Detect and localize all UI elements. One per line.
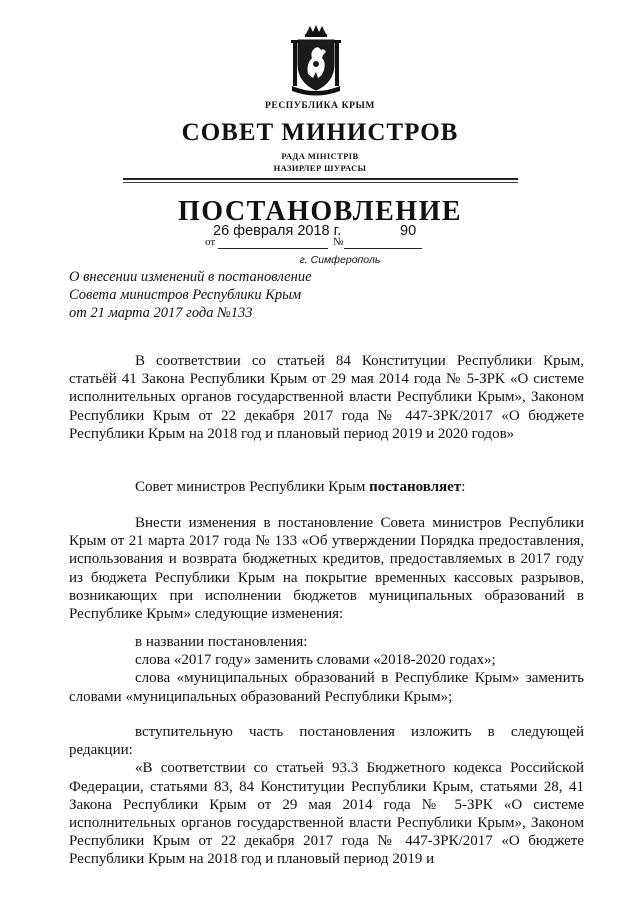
decree-title: ПОСТАНОВЛЕНИЕ bbox=[177, 196, 463, 227]
subject-line: О внесении изменений в постановление bbox=[69, 269, 312, 285]
header-rule-thick bbox=[123, 178, 518, 180]
paragraph-text: вступительную часть постановления изложить в следующей редакции: bbox=[69, 724, 584, 759]
decree-subject bbox=[69, 268, 389, 322]
from-label: от bbox=[205, 236, 216, 248]
decree-date-number-row bbox=[0, 223, 640, 251]
resolution-paragraph bbox=[69, 478, 584, 496]
decree-date: 26 февраля 2018 г. bbox=[213, 223, 342, 239]
amendment-paragraph bbox=[69, 514, 584, 623]
preamble-change-paragraph bbox=[69, 723, 584, 869]
subject-line: Совета министров Республики Крым bbox=[69, 287, 302, 303]
council-name: СОВЕТ МИНИСТРОВ bbox=[181, 119, 459, 146]
number-label: № bbox=[333, 236, 344, 248]
republic-of-crimea-emblem-icon bbox=[288, 24, 344, 96]
paragraph-text: Внести изменения в постановление Совета министров Республики Крым от 21 марта 2017 года № 133 «Об утверждении Порядка предоставления, использования и возврата бюджетных кредитов, предоставляемых в 2017 году из бюджета Республики Крым на покрытие временных кассовых разрывов, возникающих при исполнении бюджетов муниципальных образований в Республике Крым» следующие изменения: bbox=[69, 515, 584, 623]
decree-number: 90 bbox=[400, 223, 417, 239]
number-underline bbox=[344, 248, 422, 249]
paragraph-text: В соответствии со статьей 84 Конституции Республики Крым, статьёй 41 Закона Республики Крым от 29 мая 2014 года № 5-ЗРК «О системе исполнительных органов государственной власти Республики Крым», Законом Республики Крым от 22 декабря 2017 года № 447-ЗРК/2017 «О бюджете Республики Крым на 2018 год и плановый период 2019 и 2020 годов» bbox=[69, 353, 584, 442]
header-rule-thin bbox=[123, 182, 518, 183]
paragraph-text bbox=[69, 478, 584, 496]
paragraph-text: в названии постановления: bbox=[135, 634, 308, 650]
title-change-paragraph bbox=[69, 633, 584, 706]
resolution-text: Совет министров Республики Крым bbox=[135, 479, 370, 495]
resolution-keyword: постановляет bbox=[369, 479, 462, 495]
subject-line: от 21 марта 2017 года №133 bbox=[69, 305, 253, 321]
city: г. Симферополь bbox=[299, 254, 381, 266]
preamble-paragraph bbox=[69, 352, 584, 443]
paragraph-text: слова «муниципальных образований в Республике Крым» заменить словами «муниципальных образований Республики Крым»; bbox=[69, 670, 584, 705]
council-name-crimean-tatar: НАЗИРЛЕР ШУРАСЫ bbox=[273, 163, 367, 173]
date-underline bbox=[218, 248, 328, 249]
paragraph-text: «В соответствии со статьей 93.3 Бюджетного кодекса Российской Федерации, статьями 83, 84 Конституции Республики Крым, статьями 28, 41 Закона Республики Крым от 29 мая 2014 года № 5-ЗРК «О системе исполнительных органов государственной власти Республики Крым», Законом Республики Крым от 22 декабря 2017 года № 447-ЗРК/2017 «О бюджете Республики Крым на 2018 год и плановый период 2019 и bbox=[69, 760, 584, 868]
council-name-ukrainian: РАДА МІНІСТРІВ bbox=[281, 151, 359, 161]
republic-name: РЕСПУБЛИКА КРЫМ bbox=[265, 101, 375, 111]
paragraph-text: слова «2017 году» заменить словами «2018-2020 годах»; bbox=[135, 652, 496, 669]
resolution-colon: : bbox=[461, 479, 466, 495]
